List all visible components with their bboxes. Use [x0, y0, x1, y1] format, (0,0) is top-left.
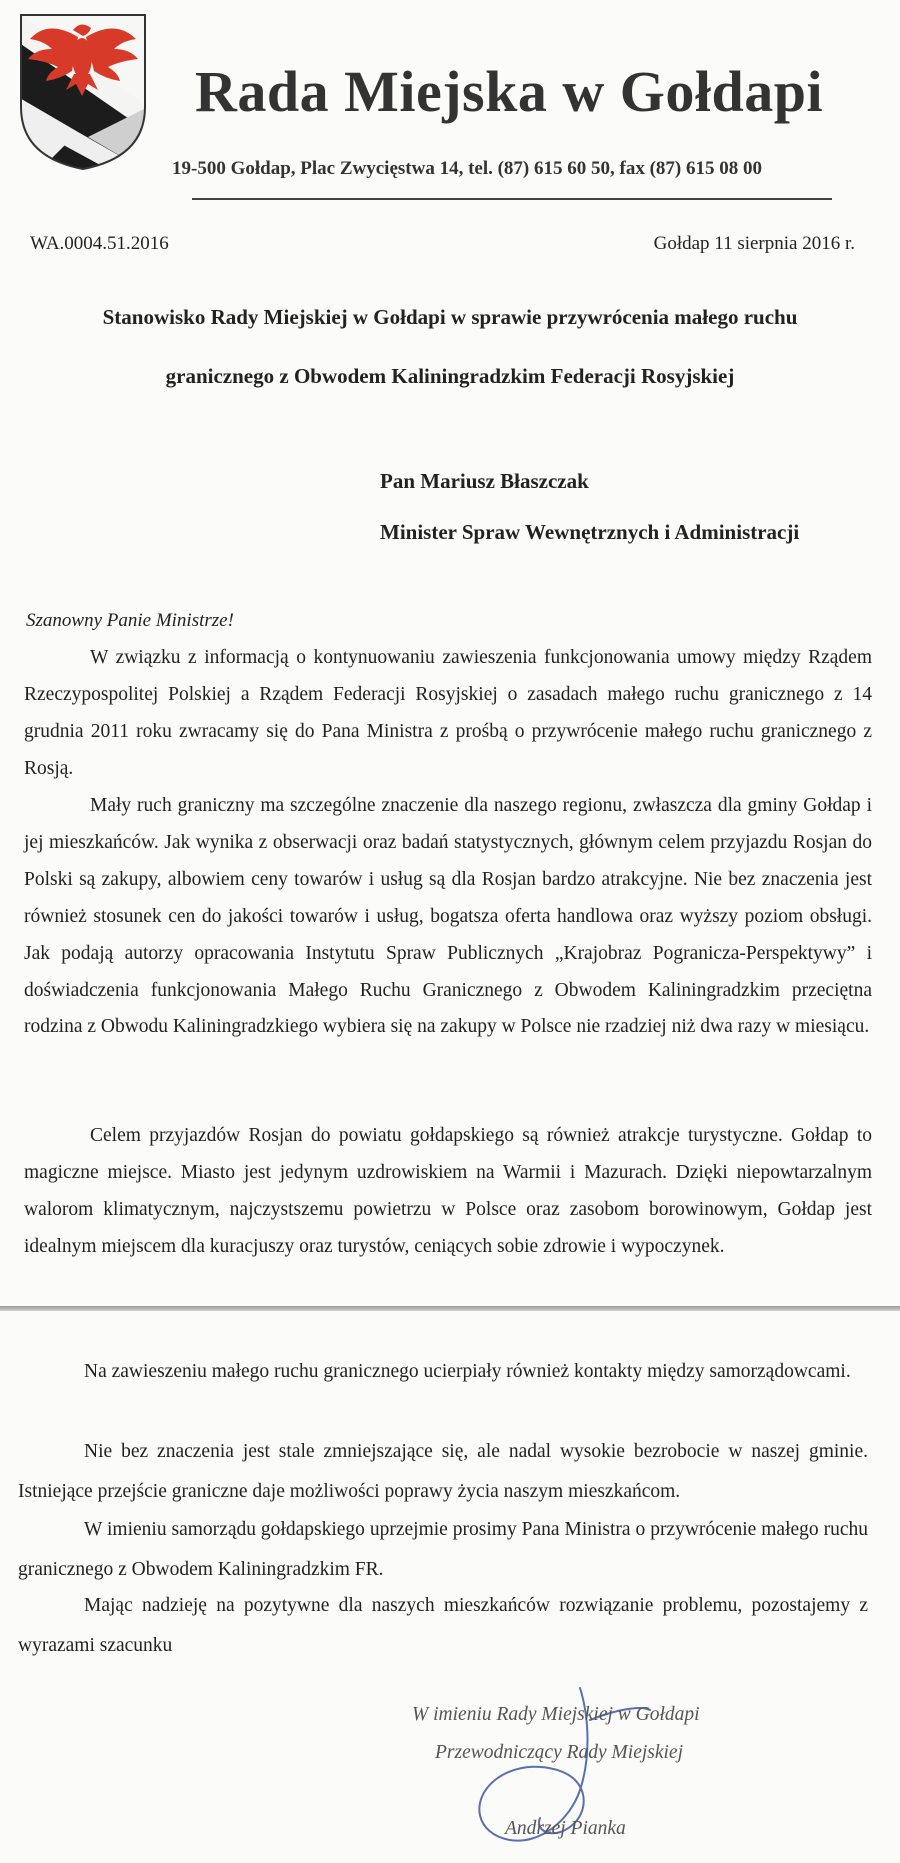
- body-paragraph: Na zawieszeniu małego ruchu granicznego ucierpiały również kontakty między samorządowcami.: [84, 1361, 851, 1382]
- council-name: Rada Miejska w Gołdapi: [195, 59, 824, 124]
- body-paragraph: Nie bez znaczenia jest stale zmniejszające się, ale nadal wysokie bezrobocie w naszej gminie. Istniejące przejście graniczne daje możliwości poprawy życia naszym mieszkańcom.: [18, 1441, 868, 1502]
- addressee-role: Minister Spraw Wewnętrznych i Administracji: [380, 520, 800, 544]
- body-section-5: [18, 1432, 868, 1511]
- body-section-3: [24, 1118, 872, 1266]
- reference-number: WA.0004.51.2016: [30, 233, 169, 254]
- body-paragraph: W związku z informacją o kontynuowaniu zawieszenia funkcjonowania umowy między Rządem Rzeczypospolitej Polskiej a Rządem Federacji Rosyjskiej o zasadach małego ruchu granicznego z 14 grudnia 2011 roku zwracamy się do Pana Ministra z prośbą o przywrócenie małego ruchu granicznego z Rosją.: [24, 647, 872, 779]
- body-paragraph: Mając nadzieję na pozytywne dla naszych mieszkańców rozwiązanie problemu, pozostajemy z wyrazami szacunku: [18, 1595, 868, 1656]
- body-section-2: [24, 788, 872, 1046]
- council-address: 19-500 Gołdap, Plac Zwycięstwa 14, tel. (87) 615 60 50, fax (87) 615 08 00: [172, 158, 762, 179]
- signatory-name: Andrzej Pianka: [505, 1818, 626, 1839]
- body-paragraph: Mały ruch graniczny ma szczególne znaczenie dla naszego regionu, zwłaszcza dla gminy Gołdap i jej mieszkańców. Jak wynika z obserwacji oraz badań statystycznych, głównym celem przyjazdu Rosjan do Polski są zakupy, albowiem ceny towarów i usług są dla Rosjan bardzo atrakcyjne. Nie bez znaczenia jest również stosunek cen do jakości towarów i usług, bogatsza oferta handlowa oraz wyższy poziom obsługi. Jak podają autorzy opracowania Instytutu Spraw Publicznych „Krajobraz Pogranicza-Perspektywy” i doświadczenia funkcjonowania Małego Ruchu Granicznego z Obwodem Kaliningradzkim przeciętna rodzina z Obwodu Kaliningradzkiego wybiera się na zakupy w Polsce nie rzadziej niż dwa razy w miesiącu.: [24, 795, 872, 1038]
- body-section-6: [18, 1510, 868, 1589]
- addressee-name: Pan Mariusz Błaszczak: [380, 469, 589, 493]
- salutation: Szanowny Panie Ministrze!: [26, 610, 234, 631]
- document-title-line-2: granicznego z Obwodem Kaliningradzkim Federacji Rosyjskiej: [165, 364, 735, 388]
- body-section-1: [24, 640, 872, 788]
- place-date: Gołdap 11 sierpnia 2016 r.: [653, 233, 855, 254]
- signature-line-2: Przewodniczący Rady Miejskiej: [435, 1742, 684, 1763]
- page-fold-divider: [0, 1306, 900, 1311]
- body-section-7: [18, 1586, 868, 1665]
- body-paragraph: W imieniu samorządu gołdapskiego uprzejmie prosimy Pana Ministra o przywrócenie małego ruchu granicznego z Obwodem Kaliningradzkim FR.: [18, 1519, 868, 1580]
- body-section-4: [18, 1352, 868, 1392]
- document-title-line-1: Stanowisko Rady Miejskiej w Gołdapi w sprawie przywrócenia małego ruchu: [102, 305, 798, 329]
- coat-of-arms-icon: [18, 12, 148, 172]
- signature-line-1: W imieniu Rady Miejskiej w Gołdapi: [412, 1704, 700, 1725]
- body-paragraph: Celem przyjazdów Rosjan do powiatu gołdapskiego są również atrakcje turystyczne. Gołdap to magiczne miejsce. Miasto jest jedynym uzdrowiskiem na Warmii i Mazurach. Dzięki niepowtarzalnym walorom klimatycznym, najczystszemu powietrzu w Polsce oraz zasobom borowinowym, Gołdap jest idealnym miejscem dla kuracjuszy oraz turystów, ceniących sobie zdrowie i wypoczynek.: [24, 1125, 872, 1257]
- header-divider: [192, 198, 832, 200]
